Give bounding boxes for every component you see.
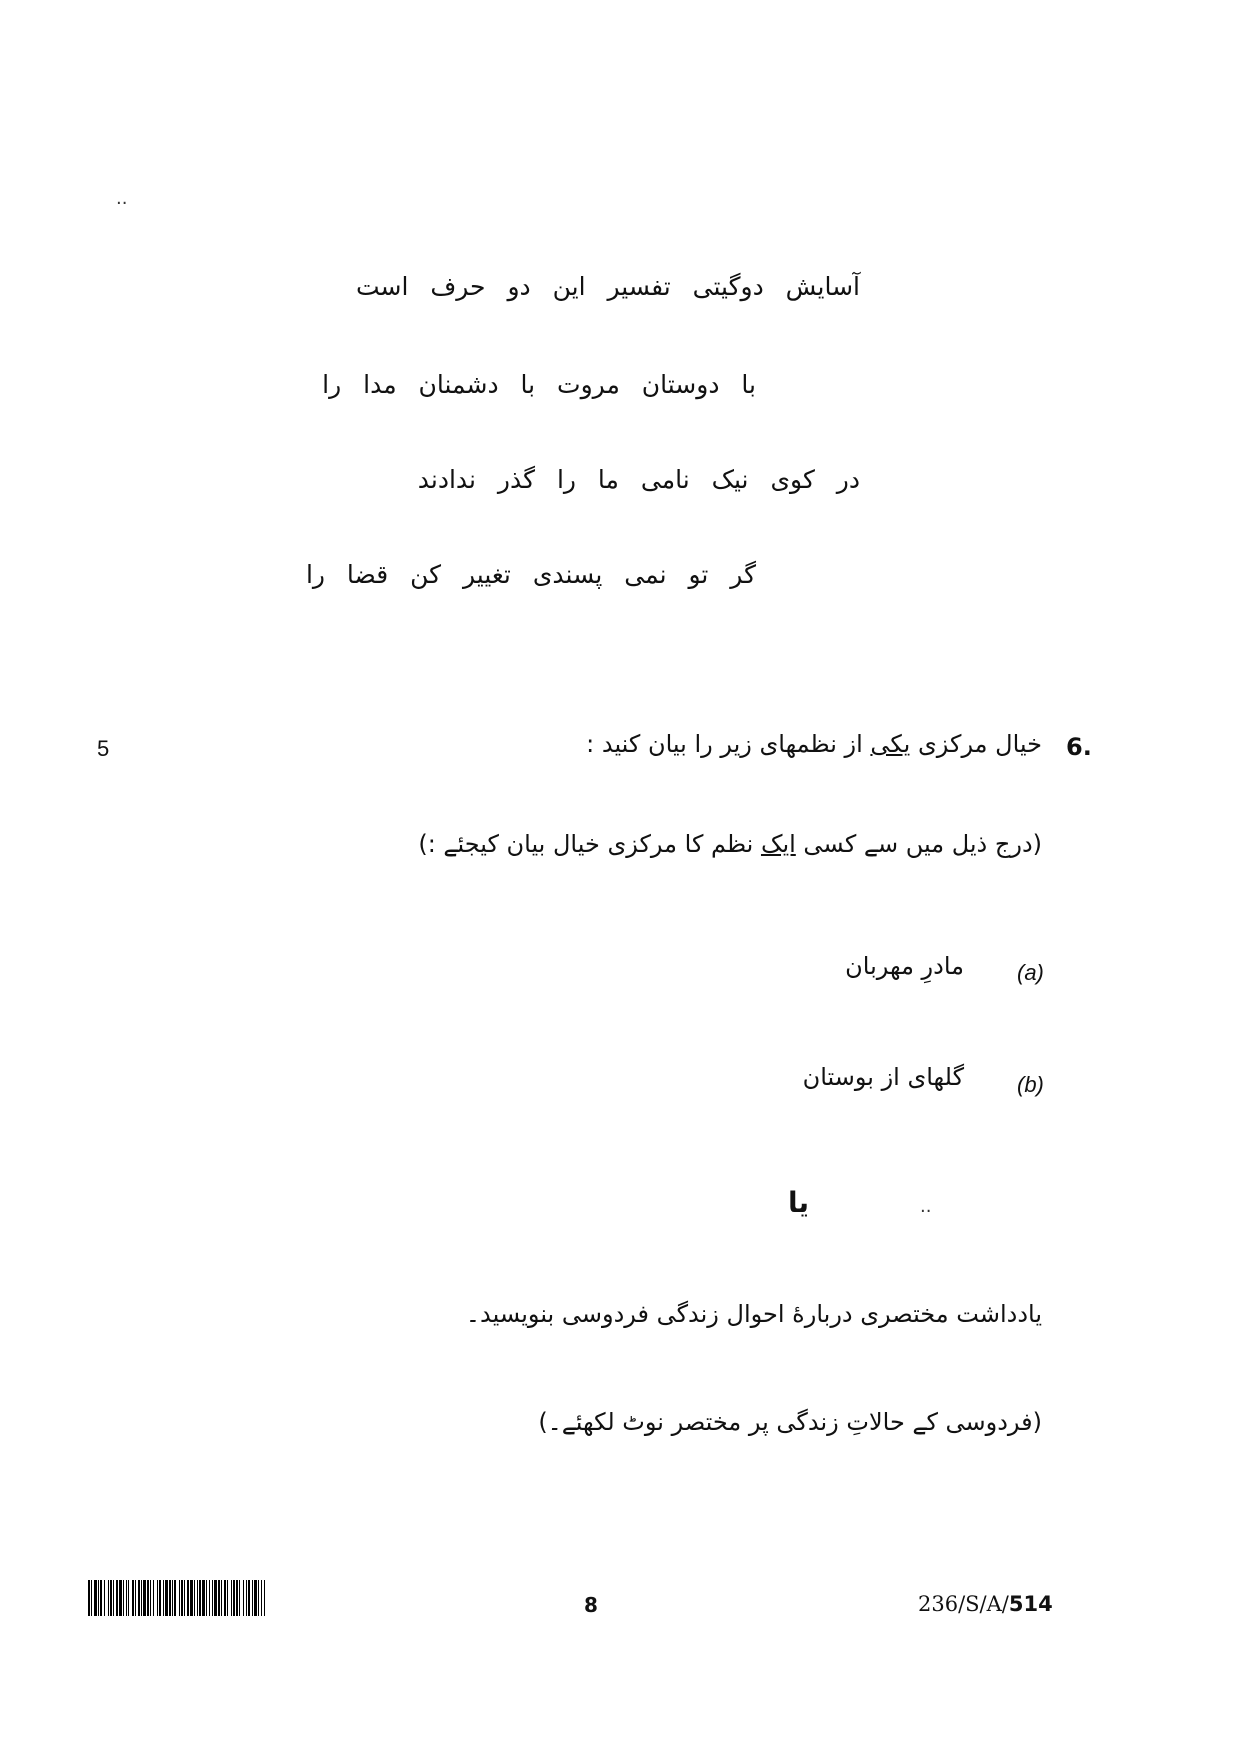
paper-code [918,1592,1053,1616]
barcode-bar [128,1580,129,1616]
barcode-bar [227,1580,228,1616]
barcode-bar [157,1580,158,1616]
alt-prompt: یادداشت مختصری دربارهٔ احوال زندگی فردوسی بنویسید۔ [465,1300,1042,1328]
barcode-bar [239,1580,240,1616]
barcode [88,1580,446,1616]
option-b-label: (b) [1017,1072,1044,1097]
barcode-bar [108,1580,109,1616]
barcode-bar [209,1580,210,1616]
barcode-bar [163,1580,164,1616]
translation-underlined: ایک [760,830,796,858]
option-a-text: مادرِ مهربان [845,952,964,980]
question-translation [418,830,1042,858]
barcode-bar [254,1580,257,1616]
barcode-bar [174,1580,176,1616]
or-label: یا [788,1186,810,1219]
option-a-label: (a) [1017,960,1044,985]
question-prompt [586,730,1042,758]
option-b-text: گلهای از بوستان [802,1063,964,1091]
barcode-bar [143,1580,146,1616]
header-mark: .. [116,188,128,209]
poem-line: گر تو نمی پسندی تغییر کن قضا را [305,560,756,589]
paper-code-prefix: 236/S/A/ [918,1592,1009,1616]
barcode-bar [246,1580,247,1616]
barcode-bar [197,1580,198,1616]
barcode-bar [150,1580,151,1616]
barcode-bar [236,1580,238,1616]
poem-line: در کوی نیک نامی ما را گذر ندادند [417,465,860,494]
barcode-bar [172,1580,173,1616]
barcode-bar [264,1580,265,1616]
barcode-bar [91,1580,92,1616]
paper-code-number: 514 [1008,1592,1053,1616]
barcode-bar [258,1580,259,1616]
translation-text: نظم کا مرکزی خیال بیان کیجئے :) [418,830,761,858]
barcode-bar [159,1580,161,1616]
barcode-bar [169,1580,171,1616]
or-mark: .. [920,1196,932,1217]
barcode-bar [179,1580,180,1616]
barcode-bar [88,1580,90,1616]
barcode-bar [100,1580,102,1616]
barcode-bar [184,1580,185,1616]
barcode-bar [147,1580,149,1616]
barcode-bar [94,1580,97,1616]
barcode-bar [141,1580,142,1616]
prompt-text: خیال مرکزی [910,730,1042,758]
barcode-bar [190,1580,193,1616]
barcode-bar [187,1580,189,1616]
poem-line: آسایش دوگیتی تفسیر این دو حرف است [355,272,860,301]
barcode-bar [248,1580,250,1616]
barcode-bar [116,1580,118,1616]
barcode-bar [98,1580,99,1616]
barcode-bar [104,1580,105,1616]
barcode-bar [119,1580,122,1616]
prompt-underlined: یکی [870,730,911,758]
page-number: 8 [584,1593,598,1617]
barcode-bar [212,1580,213,1616]
barcode-bar [126,1580,127,1616]
barcode-bar [194,1580,195,1616]
barcode-bar [110,1580,112,1616]
barcode-bar [206,1580,207,1616]
barcode-bar [153,1580,154,1616]
barcode-bar [138,1580,140,1616]
barcode-bar [132,1580,134,1616]
barcode-bar [165,1580,168,1616]
barcode-bar [113,1580,114,1616]
barcode-bar [261,1580,262,1616]
barcode-bar [123,1580,124,1616]
barcode-bar [135,1580,136,1616]
barcode-bar [252,1580,253,1616]
question-marks: 5 [97,736,110,761]
alt-translation: (فردوسی کے حالاتِ زندگی پر مختصر نوٹ لکھئے۔) [538,1408,1042,1436]
barcode-bar [199,1580,201,1616]
barcode-bar [181,1580,183,1616]
prompt-text: از نظمهای زیر را بیان کنید : [586,730,871,758]
barcode-bar [233,1580,235,1616]
barcode-bar [221,1580,222,1616]
barcode-bar [243,1580,244,1616]
barcode-bar [214,1580,217,1616]
barcode-bar [231,1580,232,1616]
poem-line: با دوستان مروت با دشمنان مدا را [322,370,756,399]
question-number: 6. [1066,733,1092,761]
translation-text: (درج ذیل میں سے کسی [795,830,1042,858]
barcode-bar [224,1580,226,1616]
barcode-bar [202,1580,205,1616]
barcode-bar [218,1580,220,1616]
